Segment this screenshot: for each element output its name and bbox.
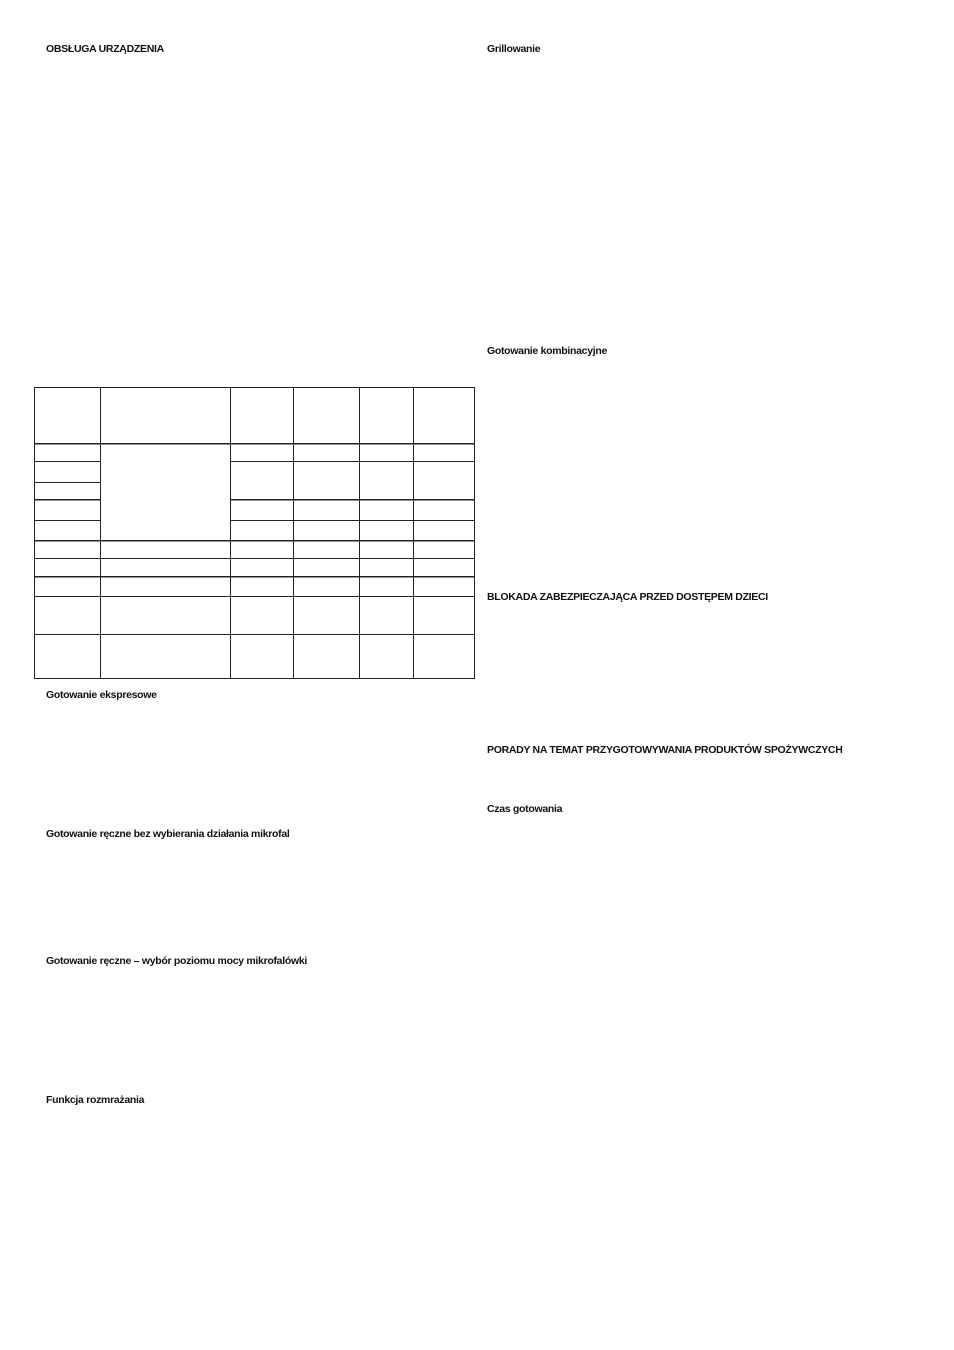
table-grid (34, 387, 475, 679)
section-heading-reczne-moc: Gotowanie ręczne – wybór poziomu mocy mikrofalówki (46, 955, 307, 967)
section-heading-obsluga: OBSŁUGA URZĄDZENIA (46, 43, 164, 55)
section-heading-kombinacyjne: Gotowanie kombinacyjne (487, 345, 608, 357)
section-heading-porady: PORADY NA TEMAT PRZYGOTOWYWANIA PRODUKTÓW SPOŻYWCZYCH (487, 744, 843, 756)
section-heading-rozmrazanie: Funkcja rozmrażania (46, 1094, 145, 1106)
power-levels-table (34, 387, 475, 679)
section-heading-ekspres: Gotowanie ekspresowe (46, 689, 157, 701)
section-heading-reczne-bez-mikrofal: Gotowanie ręczne bez wybierania działania mikrofal (46, 828, 290, 840)
section-heading-blokada: BLOKADA ZABEZPIECZAJĄCA PRZED DOSTĘPEM DZIECI (487, 591, 768, 603)
section-heading-czas-gotowania: Czas gotowania (487, 803, 563, 815)
section-heading-grill: Grillowanie (487, 43, 541, 55)
